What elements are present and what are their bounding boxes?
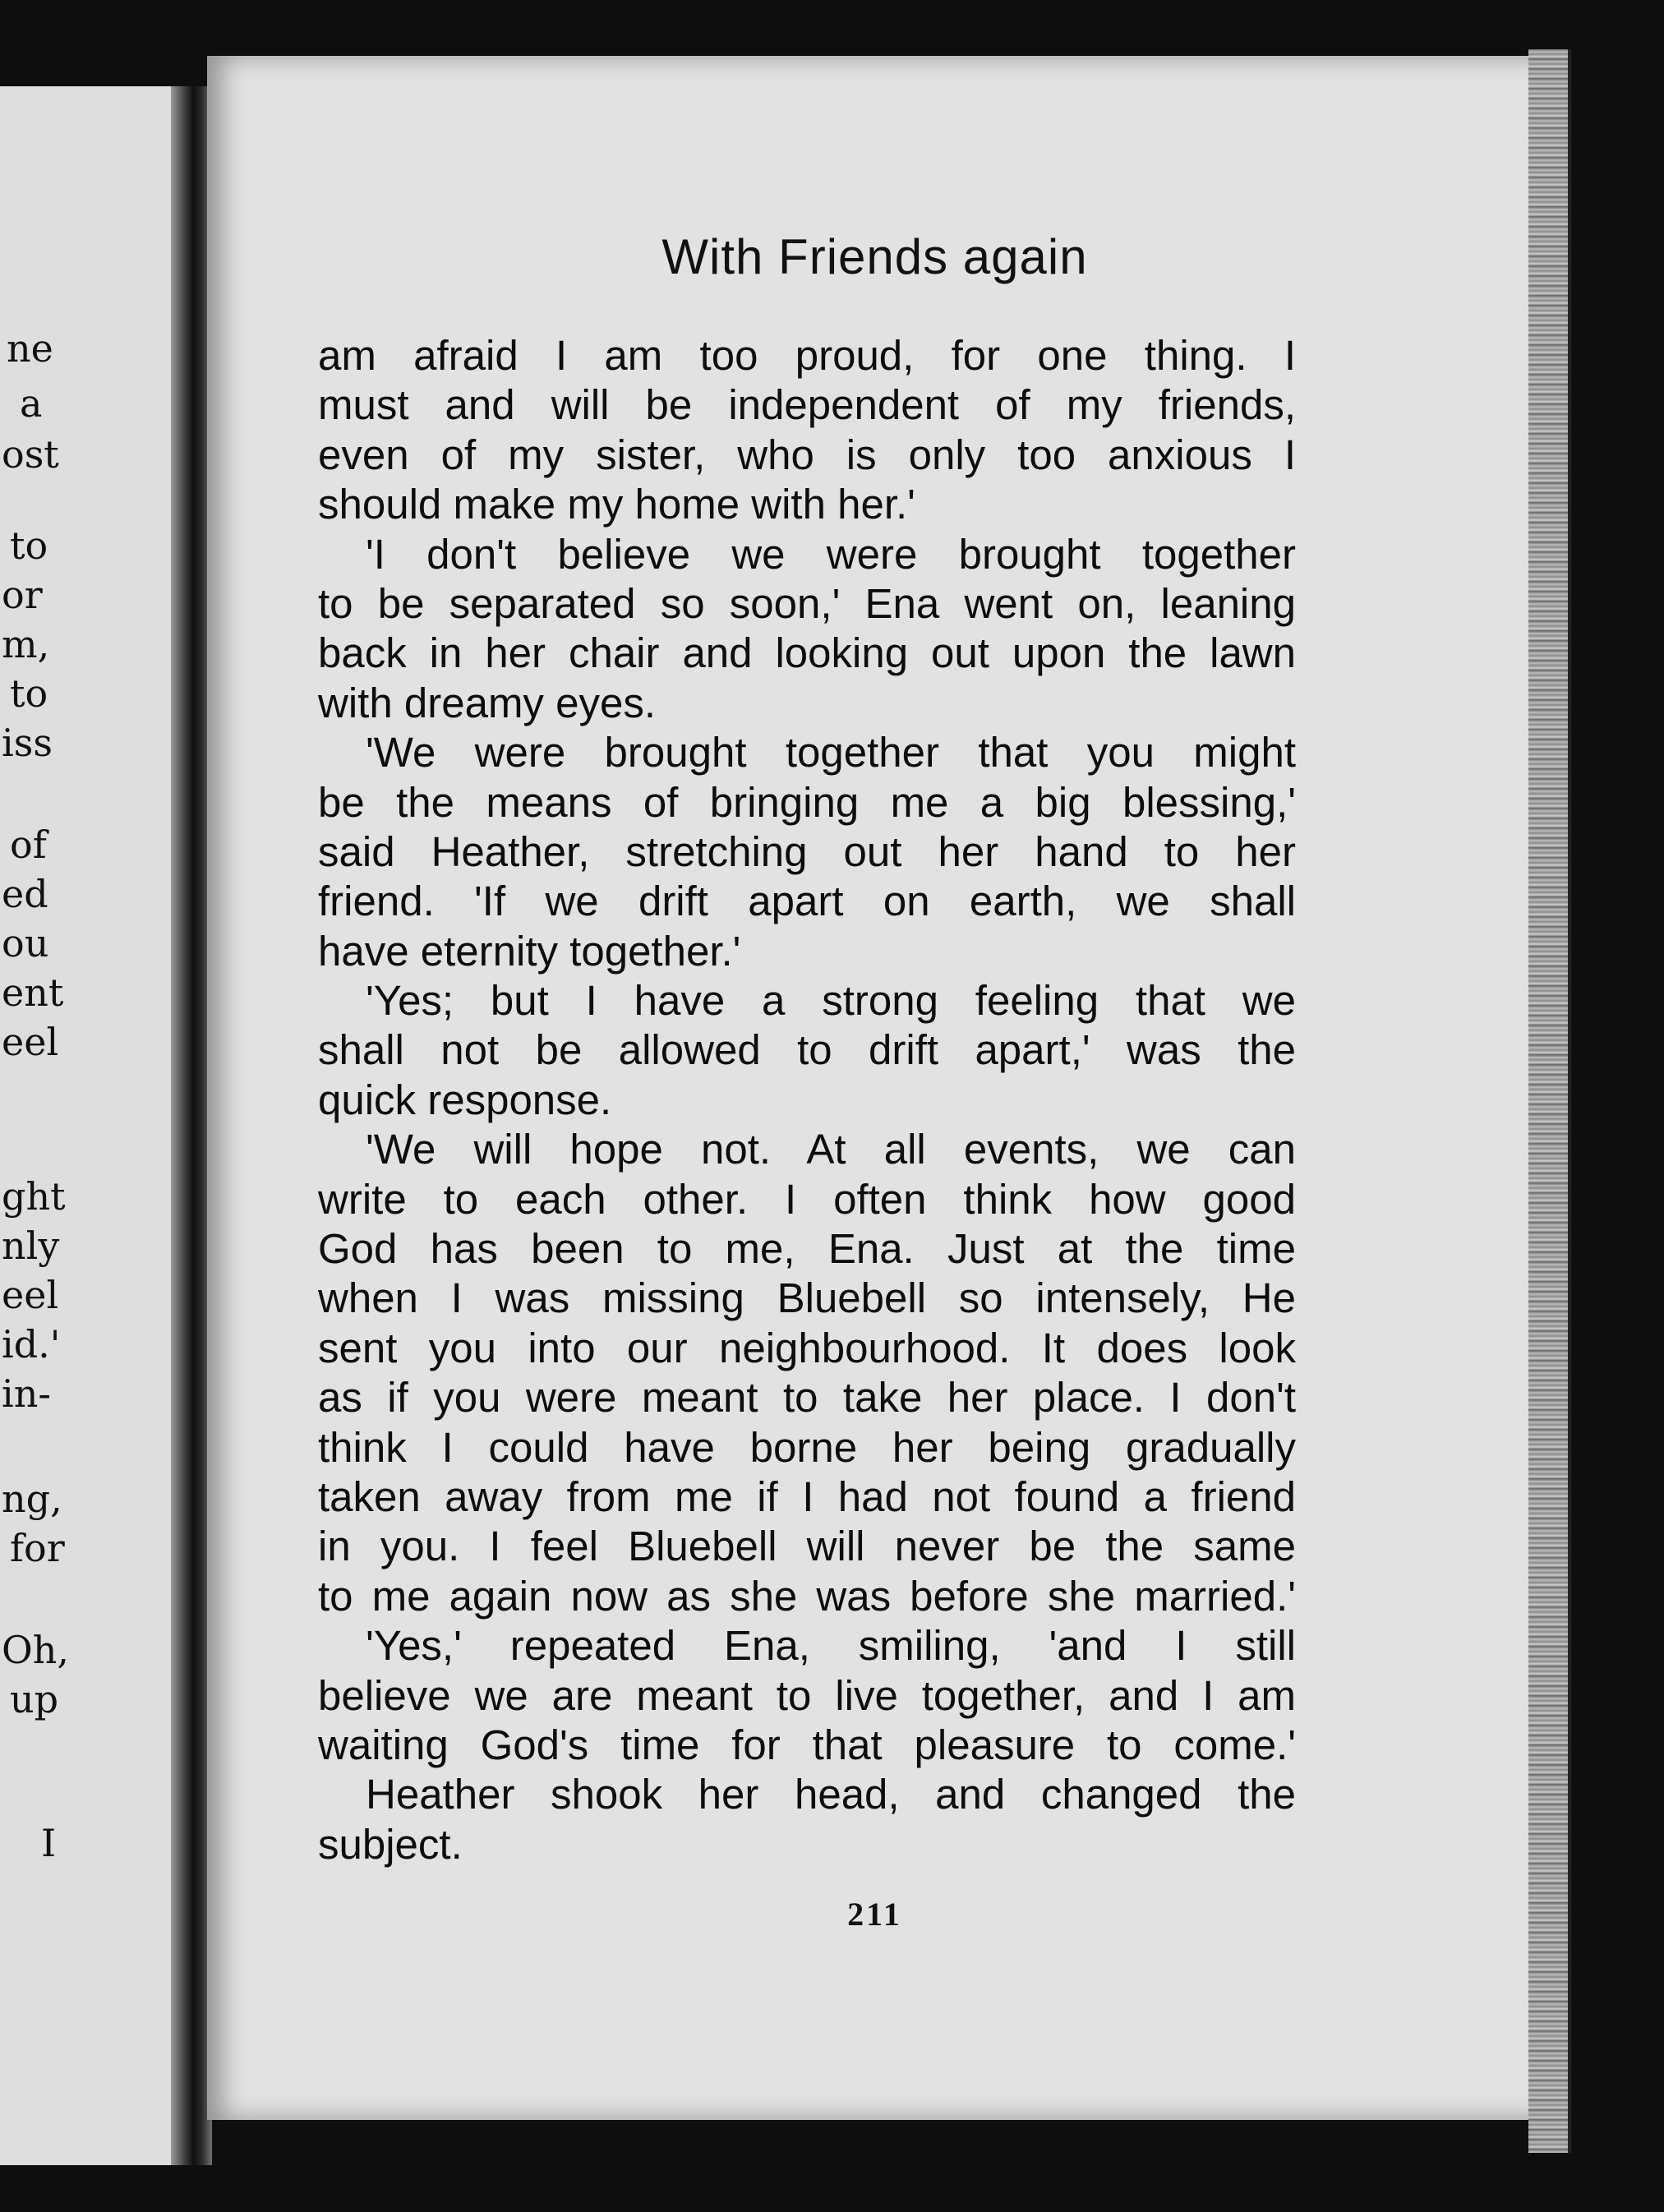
left-page-fragment: ght xyxy=(2,1174,66,1219)
text-line: quick response. xyxy=(318,1076,612,1123)
left-page-fragment: id.' xyxy=(2,1322,61,1366)
text-line: sent you into our neighbourhood. It does look xyxy=(318,1324,1296,1371)
text-line: friend. 'If we drift apart on earth, we shall xyxy=(318,878,1296,925)
facing-page-left xyxy=(0,86,191,2165)
text-line: as if you were meant to take her place. I don't xyxy=(318,1374,1296,1422)
text-line: subject. xyxy=(318,1820,463,1868)
text-line: back in her chair and looking out upon the lawn xyxy=(318,629,1296,677)
book-page xyxy=(207,56,1542,2120)
text-line: be the means of bringing me a big blessing,' xyxy=(318,778,1296,826)
left-page-fragment: ed xyxy=(2,872,48,916)
left-page-fragment: m, xyxy=(2,622,50,666)
text-line: to be separated so soon,' Ena went on, leaning xyxy=(318,579,1296,627)
text-line: 'Yes,' repeated Ena, smiling, 'and I still xyxy=(366,1622,1296,1670)
text-line: even of my sister, who is only too anxious I xyxy=(318,431,1296,478)
left-page-fragment: I xyxy=(41,1821,57,1865)
left-page-fragment: ng, xyxy=(2,1477,62,1521)
left-page-fragment: nly xyxy=(2,1224,60,1268)
text-line: 'We were brought together that you might xyxy=(366,729,1296,777)
left-page-fragment: or xyxy=(2,573,43,617)
left-page-fragment: ne xyxy=(7,326,53,371)
running-header: With Friends again xyxy=(661,229,1088,284)
text-line: must and will be independent of my friends, xyxy=(318,381,1296,429)
page-fore-edge xyxy=(1528,49,1571,2153)
text-line: Heather shook her head, and changed the xyxy=(366,1771,1296,1818)
left-page-fragment: in- xyxy=(2,1371,51,1416)
text-line: with dreamy eyes. xyxy=(318,679,656,726)
text-line: 'We will hope not. At all events, we can xyxy=(366,1126,1296,1173)
left-page-fragment: for xyxy=(10,1526,65,1570)
text-line: should make my home with her.' xyxy=(318,481,915,528)
text-line: write to each other. I often think how good xyxy=(318,1175,1296,1223)
book-gutter xyxy=(171,86,212,2165)
left-page-fragment: iss xyxy=(2,721,53,765)
text-line: am afraid I am too proud, for one thing. I xyxy=(318,332,1296,379)
page-number: 211 xyxy=(847,1896,902,1933)
left-page-fragment: ou xyxy=(2,921,49,965)
left-page-fragment: Oh, xyxy=(2,1628,69,1672)
text-line: shall not be allowed to drift apart,' was the xyxy=(318,1026,1296,1074)
text-line: taken away from me if I had not found a friend xyxy=(318,1472,1296,1520)
left-page-fragment: ent xyxy=(2,970,64,1015)
body-text xyxy=(318,331,1296,1869)
text-line: think I could have borne her being gradually xyxy=(318,1423,1296,1471)
left-page-fragment: eel xyxy=(2,1020,59,1064)
text-line: waiting God's time for that pleasure to come.' xyxy=(318,1721,1296,1768)
left-page-fragment: up xyxy=(10,1677,59,1721)
left-page-fragment: to xyxy=(10,671,48,716)
text-line: said Heather, stretching out her hand to her xyxy=(318,827,1296,875)
text-line: believe we are meant to live together, and I am xyxy=(318,1671,1296,1719)
text-line: in you. I feel Bluebell will never be the same xyxy=(318,1523,1296,1570)
text-line: God has been to me, Ena. Just at the time xyxy=(318,1225,1296,1273)
text-line: 'Yes; but I have a strong feeling that we xyxy=(366,977,1296,1025)
left-page-fragment: to xyxy=(10,523,48,568)
text-line: when I was missing Bluebell so intensely, He xyxy=(318,1274,1296,1322)
left-page-fragment: a xyxy=(20,381,43,426)
left-page-fragment: of xyxy=(10,823,47,867)
left-page-fragment: eel xyxy=(2,1273,59,1317)
left-page-fragment: ost xyxy=(2,432,59,477)
text-line: have eternity together.' xyxy=(318,927,741,975)
text-line: 'I don't believe we were brought together xyxy=(366,530,1296,578)
text-line: to me again now as she was before she married.' xyxy=(318,1572,1296,1620)
